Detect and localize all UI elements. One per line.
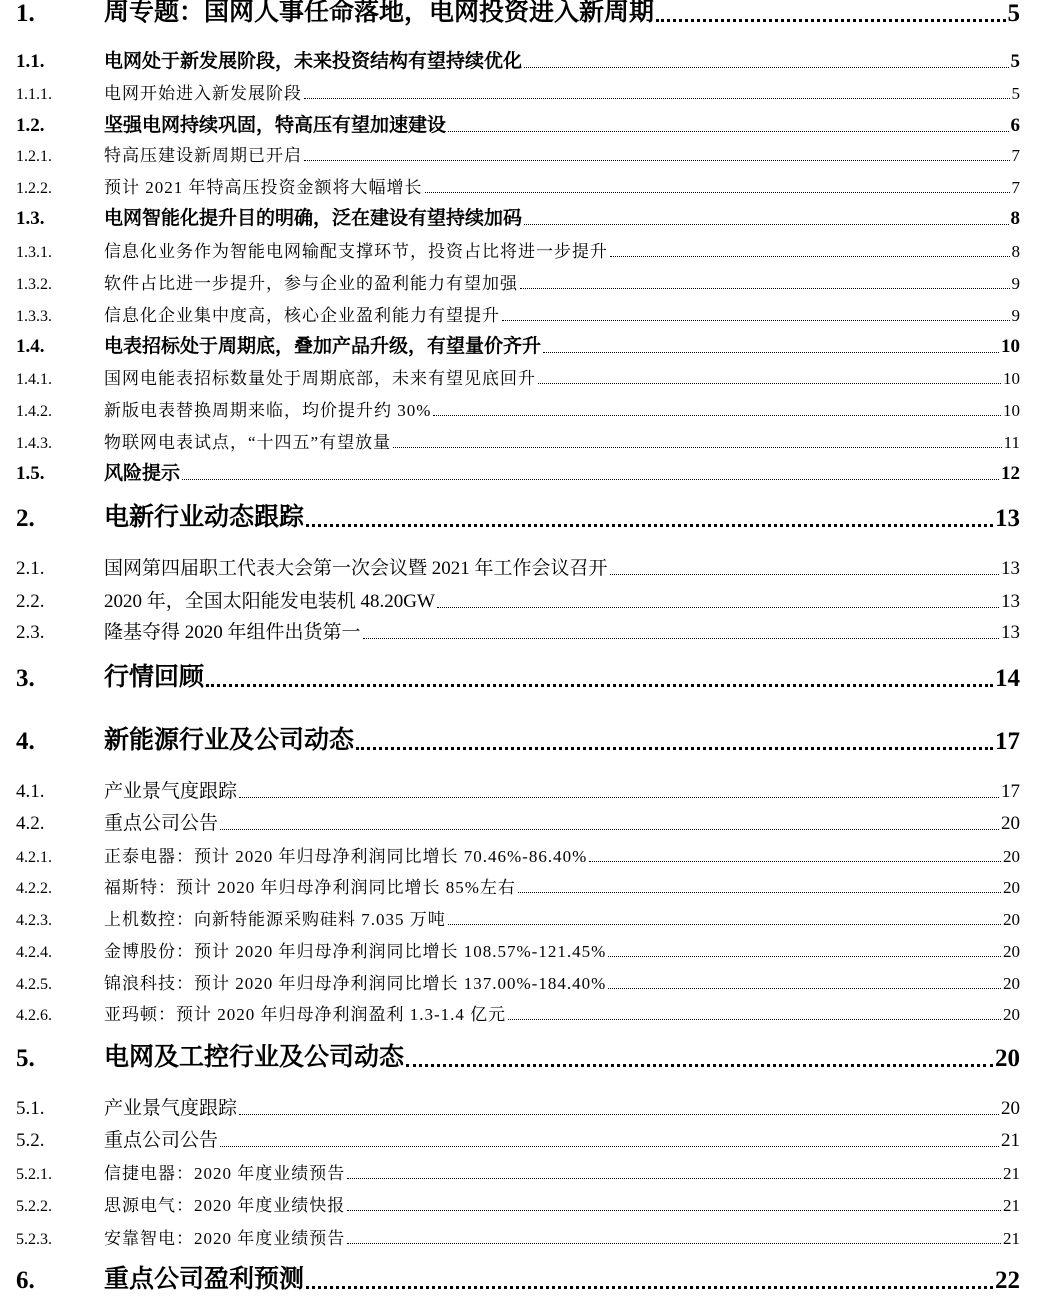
toc-number: 2.3.	[16, 622, 45, 643]
toc-title: 信捷电器：2020 年度业绩预告	[104, 1164, 346, 1183]
toc-entry[interactable]	[16, 331, 1020, 358]
toc-title: 电网开始进入新发展阶段	[104, 84, 302, 103]
toc-title: 福斯特：预计 2020 年归母净利润同比增长 85%左右	[104, 878, 516, 897]
toc-entry[interactable]	[16, 657, 1020, 693]
toc-page-number: 13	[1001, 591, 1020, 612]
toc-number: 2.1.	[16, 558, 45, 579]
toc-number: 1.1.1.	[16, 86, 52, 103]
toc-page-number: 20	[1003, 847, 1020, 866]
toc-title: 行情回顾	[104, 664, 205, 691]
toc-entry[interactable]	[16, 937, 1020, 962]
toc-entry[interactable]	[16, 617, 1020, 644]
toc-entry[interactable]	[16, 0, 1020, 28]
toc-title: 预计 2021 年特高压投资金额将大幅增长	[104, 178, 423, 197]
toc-leader-dots	[304, 98, 1010, 99]
toc-leader-dots	[448, 924, 1001, 925]
toc-number: 1.2.2.	[16, 180, 52, 197]
toc-number: 5.2.2.	[16, 1198, 52, 1215]
toc-leader-dots	[433, 415, 1001, 416]
toc-entry[interactable]	[16, 79, 1020, 104]
toc-title: 重点公司盈利预测	[104, 1266, 305, 1293]
toc-title: 安靠智电：2020 年度业绩预告	[104, 1229, 346, 1248]
toc-page-number: 21	[1003, 1164, 1020, 1183]
toc-leader-dots	[608, 988, 1001, 989]
toc-number: 1.4.1.	[16, 371, 52, 388]
toc-entry[interactable]	[16, 1000, 1020, 1025]
toc-number: 5.2.1.	[16, 1166, 52, 1183]
toc-number: 4.2.6.	[16, 1007, 52, 1024]
toc-leader-dots	[518, 892, 1001, 893]
toc-number: 1.4.3.	[16, 435, 52, 452]
toc-entry[interactable]	[16, 301, 1020, 326]
toc-page-number: 13	[1001, 622, 1020, 643]
toc-entry[interactable]	[16, 458, 1020, 485]
toc-leader-dots	[220, 829, 999, 830]
toc-title: 重点公司公告	[104, 813, 219, 834]
toc-leader-dots	[239, 797, 999, 798]
toc-title: 正泰电器：预计 2020 年归母净利润同比增长 70.46%-86.40%	[104, 847, 588, 866]
toc-title: 2020 年，全国太阳能发电装机 48.20GW	[104, 591, 435, 612]
toc-leader-dots	[437, 607, 999, 608]
toc-entry[interactable]	[16, 110, 1020, 137]
toc-leader-dots	[347, 1243, 1001, 1244]
toc-leader-dots	[425, 192, 1010, 193]
toc-page-number: 8	[1011, 242, 1020, 261]
toc-page-number: 21	[1001, 1130, 1020, 1151]
toc-number: 4.2.3.	[16, 912, 52, 929]
toc-page-number: 14	[995, 665, 1020, 692]
toc-leader-dots	[306, 524, 993, 527]
toc-page-number: 10	[1001, 336, 1020, 357]
toc-title: 重点公司公告	[104, 1130, 219, 1151]
toc-title: 电网处于新发展阶段，未来投资结构有望持续优化	[104, 51, 523, 72]
toc-page-number: 7	[1011, 146, 1020, 165]
toc-number: 3.	[16, 665, 35, 692]
toc-leader-dots	[520, 288, 1010, 289]
toc-number: 2.	[16, 505, 35, 532]
toc-leader-dots	[610, 256, 1010, 257]
toc-title: 上机数控：向新特能源采购硅料 7.035 万吨	[104, 910, 446, 929]
toc-title: 隆基夺得 2020 年组件出货第一	[104, 622, 361, 643]
toc-number: 4.1.	[16, 781, 45, 802]
toc-leader-dots	[656, 19, 1005, 22]
toc-leader-dots	[524, 67, 1008, 68]
toc-title: 电网智能化提升目的明确，泛在建设有望持续加码	[104, 208, 523, 229]
toc-number: 5.1.	[16, 1098, 45, 1119]
toc-number: 6.	[16, 1267, 35, 1294]
toc-page-number: 20	[1003, 942, 1020, 961]
toc-number: 1.2.1.	[16, 148, 52, 165]
toc-title: 新能源行业及公司动态	[104, 727, 355, 754]
toc-entry[interactable]	[16, 808, 1020, 835]
toc-leader-dots	[363, 638, 999, 639]
toc-title: 软件占比进一步提升，参与企业的盈利能力有望加强	[104, 274, 518, 293]
toc-leader-dots	[356, 747, 993, 750]
toc-entry[interactable]	[16, 269, 1020, 294]
toc-page-number: 5	[1011, 84, 1020, 103]
toc-page-number: 20	[1003, 910, 1020, 929]
toc-title: 信息化企业集中度高，核心企业盈利能力有望提升	[104, 306, 500, 325]
toc-leader-dots	[220, 1146, 999, 1147]
toc-page-number: 21	[1003, 1196, 1020, 1215]
toc-page-number: 13	[1001, 558, 1020, 579]
toc-title: 金博股份：预计 2020 年归母净利润同比增长 108.57%-121.45%	[104, 942, 607, 961]
toc-title: 亚玛顿：预计 2020 年归母净利润盈利 1.3-1.4 亿元	[104, 1005, 507, 1024]
toc-number: 1.5.	[16, 463, 45, 484]
toc-leader-dots	[502, 320, 1010, 321]
toc-page-number: 20	[995, 1045, 1020, 1072]
toc-page-number: 20	[1003, 1005, 1020, 1024]
toc-leader-dots	[206, 684, 993, 687]
toc-title: 物联网电表试点，“十四五”有望放量	[104, 433, 392, 452]
toc-title: 新版电表替换周期来临，均价提升约 30%	[104, 401, 432, 420]
toc-page-number: 5	[1007, 0, 1020, 27]
toc-entry[interactable]	[16, 428, 1020, 453]
toc-leader-dots	[182, 479, 999, 480]
toc-title: 产业景气度跟踪	[104, 781, 238, 802]
toc-page-number: 20	[1001, 813, 1020, 834]
toc-leader-dots	[306, 1286, 993, 1289]
toc-number: 5.2.3.	[16, 1231, 52, 1248]
toc-entry[interactable]	[16, 396, 1020, 421]
toc-entry[interactable]	[16, 1191, 1020, 1216]
toc-title: 风险提示	[104, 463, 181, 484]
toc-entry[interactable]	[16, 364, 1020, 389]
toc-title: 电新行业动态跟踪	[104, 504, 305, 531]
toc-title: 国网电能表招标数量处于周期底部，未来有望见底回升	[104, 369, 536, 388]
toc-entry[interactable]	[16, 905, 1020, 930]
toc-title: 特高压建设新周期已开启	[104, 146, 302, 165]
toc-leader-dots	[304, 160, 1010, 161]
toc-leader-dots	[610, 574, 999, 575]
toc-number: 1.2.	[16, 115, 45, 136]
toc-title: 周专题：国网人事任命落地，电网投资进入新周期	[104, 0, 655, 26]
toc-page-number: 20	[1001, 1098, 1020, 1119]
toc-number: 4.2.	[16, 813, 45, 834]
toc-page-number: 8	[1010, 208, 1020, 229]
toc-page-number: 21	[1003, 1229, 1020, 1248]
toc-leader-dots	[347, 1178, 1001, 1179]
toc-title: 电网及工控行业及公司动态	[104, 1044, 405, 1071]
toc-leader-dots	[538, 383, 1001, 384]
toc-number: 1.3.	[16, 208, 45, 229]
toc-entry[interactable]	[16, 1125, 1020, 1152]
toc-entry[interactable]	[16, 46, 1020, 73]
toc-page-number: 13	[995, 505, 1020, 532]
toc-number: 1.	[16, 0, 35, 27]
toc-page-number: 5	[1010, 51, 1020, 72]
toc-leader-dots	[347, 1210, 1001, 1211]
toc-entry[interactable]	[16, 720, 1020, 756]
toc-entry[interactable]	[16, 1224, 1020, 1249]
toc-number: 2.2.	[16, 591, 45, 612]
toc-number: 1.4.	[16, 336, 45, 357]
toc-entry[interactable]	[16, 1259, 1020, 1295]
toc-page-number: 9	[1011, 306, 1020, 325]
toc-page-number: 20	[1003, 974, 1020, 993]
toc-page-number: 22	[995, 1267, 1020, 1294]
toc-leader-dots	[524, 224, 1008, 225]
toc-entry[interactable]	[16, 873, 1020, 898]
toc-leader-dots	[589, 861, 1001, 862]
toc-leader-dots	[406, 1064, 993, 1067]
toc-leader-dots	[508, 1019, 1001, 1020]
toc-entry[interactable]	[16, 1093, 1020, 1120]
toc-entry[interactable]	[16, 586, 1020, 613]
toc-page-number: 17	[995, 728, 1020, 755]
toc-page-number: 20	[1003, 878, 1020, 897]
toc-number: 4.2.4.	[16, 944, 52, 961]
toc-entry[interactable]	[16, 842, 1020, 867]
toc-number: 1.3.2.	[16, 276, 52, 293]
toc-leader-dots	[239, 1114, 999, 1115]
toc-number: 1.3.1.	[16, 244, 52, 261]
toc-page-number: 7	[1011, 178, 1020, 197]
toc-entry[interactable]	[16, 173, 1020, 198]
toc-number: 4.	[16, 728, 35, 755]
toc-title: 信息化业务作为智能电网输配支撑环节，投资占比将进一步提升	[104, 242, 608, 261]
toc-number: 1.3.3.	[16, 308, 52, 325]
toc-entry[interactable]	[16, 776, 1020, 803]
toc-leader-dots	[393, 447, 1002, 448]
toc-entry[interactable]	[16, 497, 1020, 533]
toc-number: 4.2.5.	[16, 976, 52, 993]
toc-page-number: 11	[1003, 433, 1020, 452]
toc-entry[interactable]	[16, 1159, 1020, 1184]
toc-title: 锦浪科技：预计 2020 年归母净利润同比增长 137.00%-184.40%	[104, 974, 607, 993]
toc-entry[interactable]	[16, 237, 1020, 262]
toc-entry[interactable]	[16, 141, 1020, 166]
toc-title: 坚强电网持续巩固，特高压有望加速建设	[104, 115, 447, 136]
toc-title: 电表招标处于周期底，叠加产品升级，有望量价齐升	[104, 336, 542, 357]
toc-title: 思源电气：2020 年度业绩快报	[104, 1196, 346, 1215]
toc-entry[interactable]	[16, 969, 1020, 994]
toc-entry[interactable]	[16, 1037, 1020, 1073]
toc-leader-dots	[448, 131, 1008, 132]
toc-page-number: 10	[1003, 401, 1020, 420]
toc-title: 国网第四届职工代表大会第一次会议暨 2021 年工作会议召开	[104, 558, 608, 579]
toc-entry[interactable]	[16, 553, 1020, 580]
toc-number: 4.2.2.	[16, 880, 52, 897]
toc-leader-dots	[608, 956, 1001, 957]
toc-number: 1.1.	[16, 51, 45, 72]
toc-entry[interactable]	[16, 203, 1020, 230]
toc-page-number: 9	[1011, 274, 1020, 293]
toc-page-number: 10	[1003, 369, 1020, 388]
toc-leader-dots	[543, 352, 999, 353]
toc-page-number: 17	[1001, 781, 1020, 802]
toc-title: 产业景气度跟踪	[104, 1098, 238, 1119]
toc-page-number: 12	[1001, 463, 1020, 484]
toc-number: 4.2.1.	[16, 849, 52, 866]
toc-number: 1.4.2.	[16, 403, 52, 420]
toc-number: 5.	[16, 1045, 35, 1072]
toc-page-number: 6	[1010, 115, 1020, 136]
toc-number: 5.2.	[16, 1130, 45, 1151]
